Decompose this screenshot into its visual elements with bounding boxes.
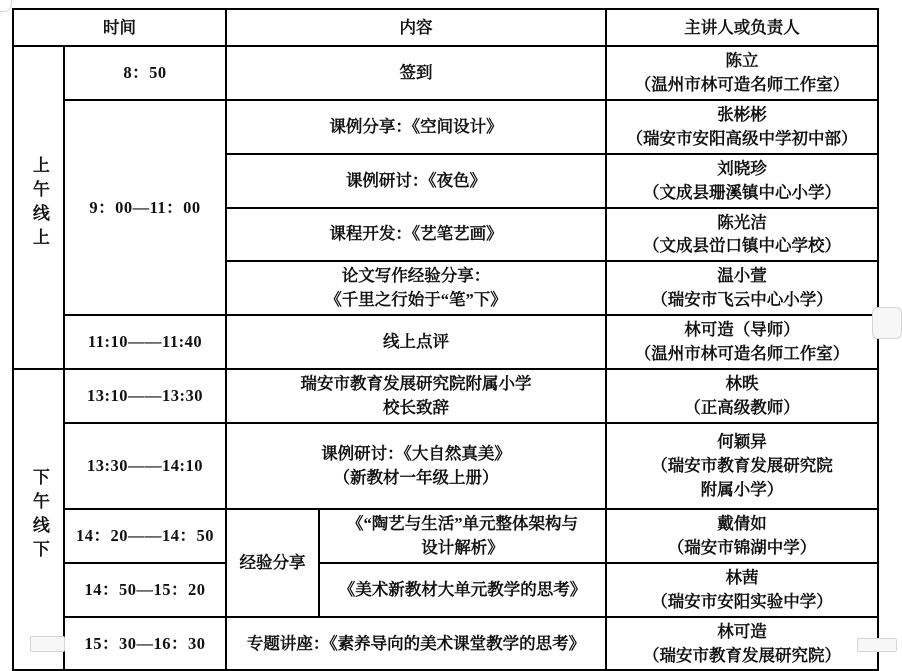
content-cell: [226, 261, 606, 315]
header-speaker: 主讲人或负责人: [606, 9, 878, 46]
table-row: [13, 315, 878, 369]
table-row: [13, 423, 878, 509]
speaker-org: （瑞安市教育发展研究院）: [643, 645, 841, 665]
speaker-org: （文成县珊溪镇中心小学）: [643, 182, 841, 202]
speaker-org-line-2: 附属小学）: [700, 479, 784, 499]
content-line-1: 瑞安市教育发展研究院附属小学: [300, 374, 532, 394]
section-label-morning: 上午线上: [29, 156, 49, 253]
content-line-2: 设计解析》: [421, 537, 504, 557]
speaker-name: 陈立: [725, 51, 759, 70]
speaker-cell: [606, 315, 878, 369]
content-cell: 《美术新教材大单元教学的思考》: [319, 563, 606, 617]
speaker-org: （瑞安市安阳高级中学初中部）: [626, 128, 858, 148]
speaker-cell: [606, 563, 878, 617]
speaker-name: 刘晓珍: [717, 158, 767, 178]
speaker-cell: [606, 208, 878, 262]
header-time: 时间: [13, 9, 226, 46]
speaker-cell: [606, 100, 878, 154]
experience-sharing-group-cell: 经验分享: [226, 509, 319, 617]
content-cell: [319, 509, 606, 563]
speaker-org: （文成县峃口镇中心学校）: [643, 236, 841, 256]
speaker-org: （温州市林可造名师工作室）: [634, 74, 850, 94]
header-content: 内容: [226, 9, 606, 46]
speaker-org: （正高级教师）: [684, 397, 800, 417]
speaker-name: 戴倩如: [717, 513, 767, 533]
table-row: [13, 369, 878, 423]
time-cell: 14：50—15：20: [64, 563, 226, 617]
speaker-org: （瑞安市飞云中心小学）: [651, 290, 833, 310]
content-line-1: 《“陶艺与生活”单元整体架构与: [347, 513, 578, 533]
time-cell: 14：20——14：50: [64, 509, 226, 563]
content-line-2: （新教材一年级上册）: [333, 467, 499, 487]
time-cell: 13:10——13:30: [64, 369, 226, 423]
content-cell: 签到: [226, 46, 606, 100]
table-row: [13, 563, 878, 617]
time-cell: 13:30——14:10: [64, 423, 226, 509]
speaker-org: （瑞安市安阳实验中学）: [651, 591, 833, 611]
content-line-2: 《千里之行始于“笔”下》: [325, 290, 507, 310]
speaker-org: （瑞安市教育发展研究院: [651, 455, 833, 475]
table-row: [13, 100, 878, 154]
speaker-name: 林可造（导师）: [684, 320, 800, 340]
content-line-2: 校长致辞: [383, 397, 449, 417]
window-corner-artifact: [0, 0, 12, 12]
time-cell: 15：30—16：30: [64, 617, 226, 671]
content-line-1: 论文写作经验分享：: [341, 266, 491, 286]
speaker-cell: [606, 617, 878, 671]
speaker-cell: [606, 369, 878, 423]
content-cell: 线上点评: [226, 315, 606, 369]
speaker-cell: [606, 154, 878, 208]
speaker-name: 林可造: [717, 621, 767, 641]
vertical-scrollbar-thumb[interactable]: [872, 307, 902, 339]
speaker-org: （瑞安市锦湖中学）: [667, 537, 817, 557]
speaker-name: 温小萱: [717, 266, 767, 286]
content-cell: 专题讲座：《素养导向的美术课堂教学的思考》: [226, 617, 606, 671]
speaker-cell: [606, 46, 878, 100]
speaker-cell: [606, 509, 878, 563]
speaker-name: 张彬彬: [717, 104, 767, 124]
content-line-1: 课例研讨：《大自然真美》: [321, 443, 511, 463]
speaker-cell: [606, 423, 878, 509]
section-cell-afternoon: [13, 369, 64, 670]
session-table: [12, 8, 879, 671]
content-cell: 课程开发：《艺笔艺画》: [226, 208, 606, 262]
time-cell: 8：50: [64, 46, 226, 100]
section-label-afternoon: 下午线下: [29, 468, 49, 565]
content-cell: [226, 423, 606, 509]
speaker-org: （温州市林可造名师工作室）: [634, 344, 850, 364]
table-row: [13, 46, 878, 100]
time-cell: 9：00—11：00: [64, 100, 226, 315]
speaker-name: 陈光洁: [717, 212, 767, 232]
content-cell: [226, 369, 606, 423]
content-cell: 课例分享：《空间设计》: [226, 100, 606, 154]
speaker-name: 林昳: [725, 374, 759, 394]
speaker-cell: [606, 261, 878, 315]
speaker-name: 何颖异: [717, 432, 767, 452]
speaker-name: 林茜: [725, 567, 759, 587]
section-cell-morning: [13, 46, 64, 369]
horizontal-scrollbar-fragment-left[interactable]: [30, 636, 65, 652]
time-cell: 11:10——11:40: [64, 315, 226, 369]
table-row: [13, 509, 878, 563]
header-row: [13, 9, 878, 46]
horizontal-scrollbar-fragment-right[interactable]: [857, 638, 897, 652]
content-cell: 课例研讨：《夜色》: [226, 154, 606, 208]
table-row: [13, 617, 878, 671]
